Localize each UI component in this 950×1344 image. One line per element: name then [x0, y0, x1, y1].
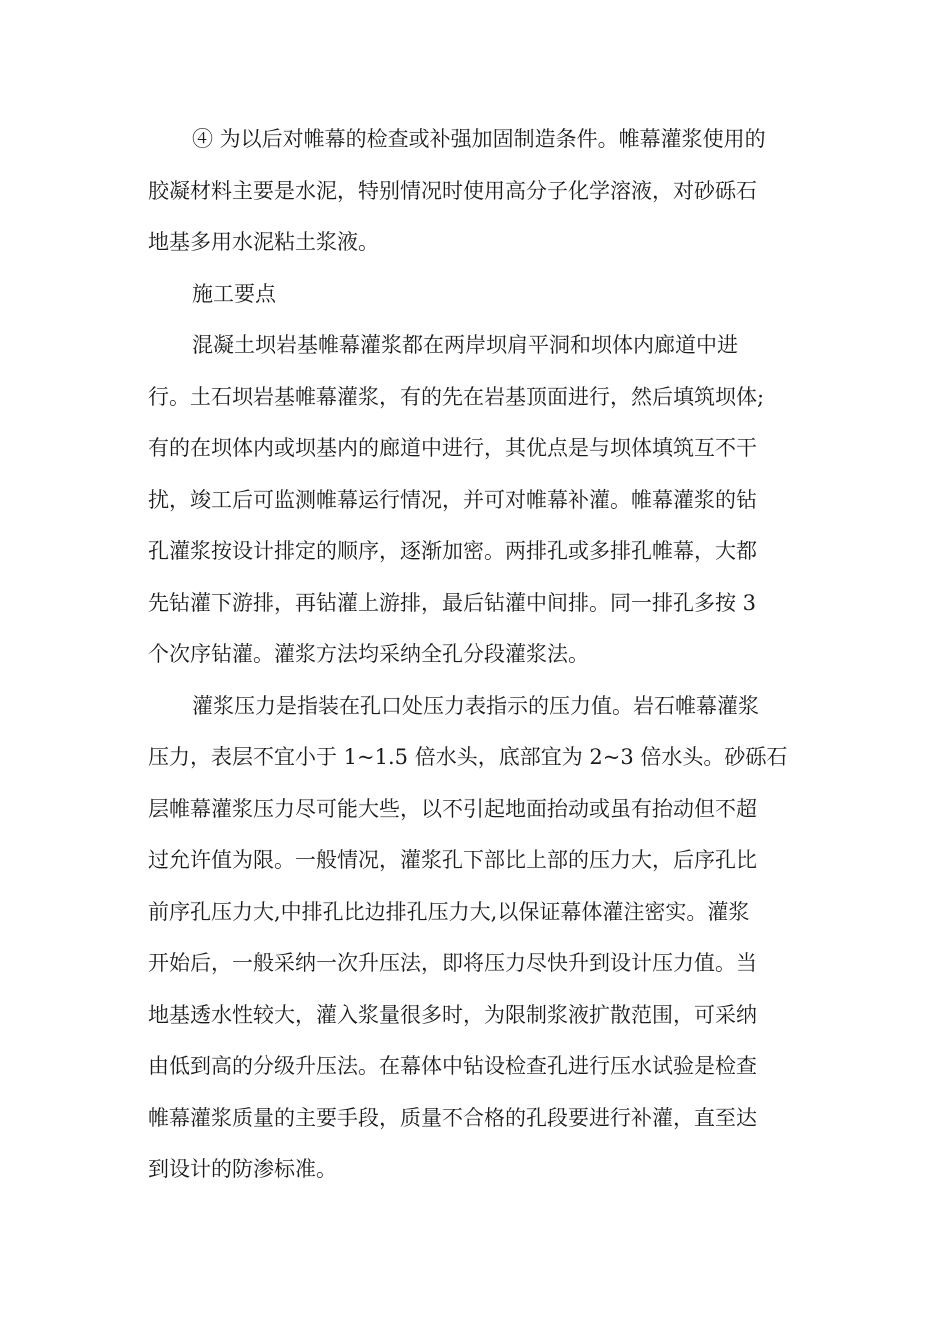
- section-heading-construction-points: [148, 269, 803, 321]
- text-line: 扰，竣工后可监测帷幕运行情况，并可对帷幕补灌。帷幕灌浆的钻: [148, 487, 757, 512]
- text-line: 压力，表层不宜小于 1~1.5 倍水头，底部宜为 2~3 倍水头。砂砾石: [148, 745, 788, 769]
- text-line: 个次序钻灌。灌浆方法均采纳全孔分段灌浆法。: [148, 642, 589, 666]
- text-line: 胶凝材料主要是水泥，特别情况时使用高分子化学溶液，对砂砾石: [148, 178, 757, 203]
- text-line: 层帷幕灌浆压力尽可能大些，以不引起地面抬动或虽有抬动但不超: [148, 796, 757, 821]
- text-line: 灌浆压力是指装在孔口处压力表指示的压力值。岩石帷幕灌浆: [192, 693, 759, 718]
- text-line: 开始后，一般采纳一次升压法，即将压力尽快升到设计压力值。当: [148, 951, 757, 975]
- paragraph-curtain-purpose: [148, 114, 803, 269]
- text-line: 先钻灌下游排，再钻灌上游排，最后钻灌中间排。同一排孔多按 3: [148, 590, 757, 615]
- text-line: 地基透水性较大，灌入浆量很多时，为限制浆液扩散范围，可采纳: [148, 1002, 757, 1027]
- paragraph-grouting-pressure: [148, 681, 803, 1196]
- paragraph-construction-sequence: [148, 320, 803, 681]
- text-line: 到设计的防渗标准。: [148, 1157, 337, 1181]
- text-line: ④ 为以后对帷幕的检查或补强加固制造条件。帷幕灌浆使用的: [192, 127, 766, 151]
- text-line: 行。土石坝岩基帷幕灌浆，有的先在岩基顶面进行，然后填筑坝体;: [148, 384, 765, 409]
- text-line: 地基多用水泥粘土浆液。: [148, 230, 379, 254]
- text-line: 帷幕灌浆质量的主要手段，质量不合格的孔段要进行补灌，直至达: [148, 1105, 757, 1130]
- text-line: 由低到高的分级升压法。在幕体中钻设检查孔进行压水试验是检查: [148, 1054, 757, 1078]
- text-line: 前序孔压力大,中排孔比边排孔压力大,以保证幕体灌注密实。灌浆: [148, 899, 750, 924]
- document-body: [148, 114, 803, 1196]
- text-line: 混凝土坝岩基帷幕灌浆都在两岸坝肩平洞和坝体内廊道中进: [192, 333, 738, 357]
- section-heading: 施工要点: [192, 281, 276, 306]
- text-line: 有的在坝体内或坝基内的廊道中进行，其优点是与坝体填筑互不干: [148, 436, 757, 460]
- text-line: 孔灌浆按设计排定的顺序，逐渐加密。两排孔或多排孔帷幕，大都: [148, 539, 757, 563]
- text-line: 过允许值为限。一般情况，灌浆孔下部比上部的压力大，后序孔比: [148, 848, 757, 872]
